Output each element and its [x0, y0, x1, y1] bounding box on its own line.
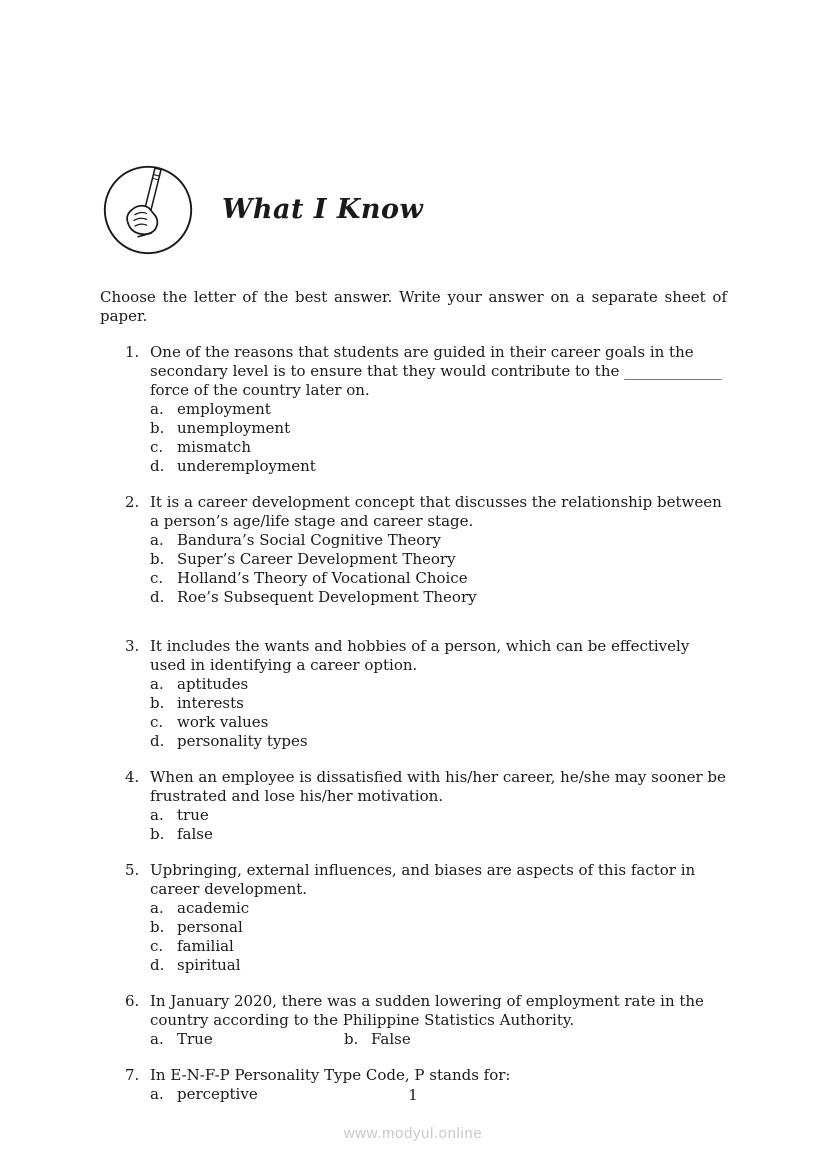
choice-letter: a. [150, 675, 164, 693]
choice-letter: a. [150, 1030, 164, 1048]
choice-text: personality types [177, 732, 308, 750]
question-text: In January 2020, there was a sudden lowering of employment rate in the country according to the Philippine Statistics Authority. [150, 992, 704, 1029]
choice-item [150, 918, 727, 937]
choice-item [150, 694, 727, 713]
choice-item [150, 732, 727, 751]
choice-text: academic [177, 899, 250, 917]
page-number: 1 [408, 1086, 418, 1104]
question-item [125, 992, 727, 1049]
question-item [125, 343, 727, 476]
choices-list [150, 1030, 727, 1049]
question-item [125, 637, 727, 751]
choice-letter: b. [150, 918, 165, 936]
choice-item [150, 675, 727, 694]
choice-text: True [177, 1030, 213, 1048]
choice-letter: c. [150, 569, 164, 587]
instructions-text: Choose the letter of the best answer. Write your answer on a separate sheet of paper. [100, 288, 727, 325]
question-body [150, 493, 727, 607]
question-number: 6. [125, 992, 140, 1010]
choice-item [150, 825, 727, 844]
question-body [150, 861, 727, 975]
choice-text: aptitudes [177, 675, 249, 693]
question-item [125, 493, 727, 607]
question-body [150, 343, 727, 476]
choice-text: Bandura’s Social Cognitive Theory [177, 531, 441, 549]
choice-text: true [177, 806, 209, 824]
choice-letter: c. [150, 713, 164, 731]
choice-letter: a. [150, 531, 164, 549]
question-number: 1. [125, 343, 140, 361]
choice-text: personal [177, 918, 243, 936]
choice-item [150, 713, 727, 732]
question-number: 3. [125, 637, 140, 655]
choices-list [150, 400, 727, 476]
choices-list [150, 899, 727, 975]
watermark-text: www.modyul.online [343, 1125, 483, 1142]
choice-letter: b. [150, 694, 165, 712]
questions-list [125, 343, 727, 1104]
choice-item [150, 400, 727, 419]
choice-item [150, 899, 727, 918]
choice-letter: a. [150, 400, 164, 418]
question-body [150, 637, 727, 751]
question-number: 4. [125, 768, 140, 786]
choice-text: interests [177, 694, 244, 712]
choice-letter: d. [150, 956, 165, 974]
choice-text: unemployment [177, 419, 291, 437]
choices-list [150, 806, 727, 844]
choice-letter: b. [150, 419, 165, 437]
choice-item [150, 806, 727, 825]
question-number: 2. [125, 493, 140, 511]
choice-letter: a. [150, 899, 164, 917]
choice-text: false [177, 825, 213, 843]
choice-item [150, 438, 727, 457]
choice-item [150, 419, 727, 438]
choice-text: False [371, 1030, 411, 1048]
question-item [125, 861, 727, 975]
question-text: It includes the wants and hobbies of a person, which can be effectively used in identifying a career option. [150, 637, 690, 674]
choice-letter: b. [150, 825, 165, 843]
question-item [125, 768, 727, 844]
choice-letter: a. [150, 1085, 164, 1103]
choice-text: work values [177, 713, 269, 731]
choice-text: Roe’s Subsequent Development Theory [177, 588, 477, 606]
choice-item [150, 550, 727, 569]
choice-text: spiritual [177, 956, 241, 974]
choice-item [150, 588, 727, 607]
choice-letter: d. [150, 732, 165, 750]
question-body [150, 768, 727, 844]
choice-text: employment [177, 400, 271, 418]
page-title: What I Know [222, 194, 424, 225]
section-header [100, 162, 727, 258]
choice-text: Super’s Career Development Theory [177, 550, 456, 568]
choice-item [150, 569, 727, 588]
choices-list [150, 531, 727, 607]
choice-item [150, 956, 727, 975]
question-text: Upbringing, external influences, and biases are aspects of this factor in career development. [150, 861, 696, 898]
choice-letter: d. [150, 457, 165, 475]
choice-text: underemployment [177, 457, 316, 475]
choice-letter: a. [150, 806, 164, 824]
question-text: One of the reasons that students are guided in their career goals in the secondary level is to ensure that they would contribute to the _____________ force of the country later on. [150, 343, 722, 399]
choice-letter: b. [344, 1030, 359, 1048]
choice-item [150, 937, 727, 956]
choice-item [150, 531, 727, 550]
choice-text: perceptive [177, 1085, 258, 1103]
question-body [150, 992, 727, 1049]
choice-item [150, 1030, 344, 1049]
question-text: When an employee is dissatisfied with his/her career, he/she may sooner be frustrated and lose his/her motivation. [150, 768, 726, 805]
choice-letter: b. [150, 550, 165, 568]
choices-list [150, 675, 727, 751]
choice-item [150, 457, 727, 476]
choice-letter: c. [150, 438, 164, 456]
choice-text: mismatch [177, 438, 251, 456]
question-number: 7. [125, 1066, 140, 1084]
choice-text: familial [177, 937, 234, 955]
choice-letter: d. [150, 588, 165, 606]
choice-letter: c. [150, 937, 164, 955]
question-text: In E-N-F-P Personality Type Code, P stands for: [150, 1066, 511, 1084]
choice-item [344, 1030, 411, 1049]
question-text: It is a career development concept that discusses the relationship between a person’s age/life stage and career stage. [150, 493, 722, 530]
hand-holding-pencil-icon [100, 162, 196, 258]
choice-text: Holland’s Theory of Vocational Choice [177, 569, 468, 587]
question-number: 5. [125, 861, 140, 879]
